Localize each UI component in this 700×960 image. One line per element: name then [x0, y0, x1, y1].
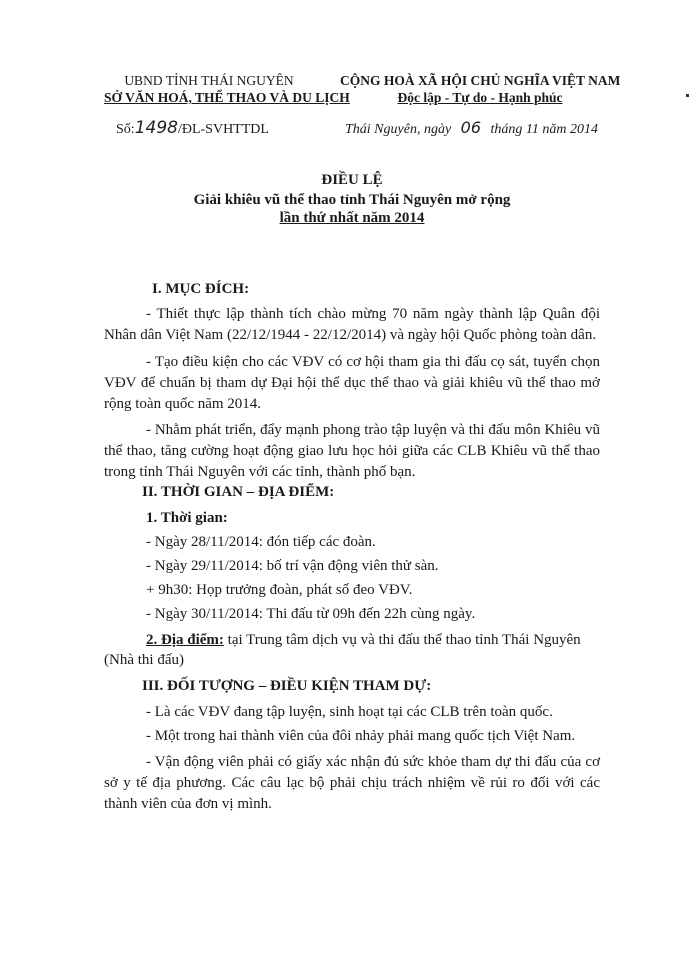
venue-line [146, 632, 581, 649]
section-2-sub-1: 1. Thời gian: [146, 510, 228, 526]
document-number [116, 118, 269, 138]
document-subtitle-1: Giải khiêu vũ thể thao tỉnh Thái Nguyên mở rộng [193, 192, 511, 208]
section-1-heading: I. MỤC ĐÍCH: [152, 281, 250, 297]
issuer-block [104, 72, 350, 106]
section-1-para-2 [104, 352, 600, 415]
issuer-department: SỞ VĂN HOÁ, THỂ THAO VÀ DU LỊCH [104, 90, 350, 105]
venue-line-2: (Nhà thi đấu) [104, 652, 184, 668]
date-suffix: tháng 11 năm 2014 [490, 122, 598, 137]
number-handwritten: 1498 [134, 118, 178, 138]
schedule-line-4: - Ngày 30/11/2014: Thi đấu từ 09h đến 22h cùng ngày. [146, 606, 476, 622]
section-1-para-3 [104, 420, 600, 483]
scan-dot [686, 94, 689, 97]
number-prefix: Số: [116, 122, 135, 137]
date-day: 06 [460, 118, 482, 137]
national-name: CỘNG HOÀ XÃ HỘI CHỦ NGHĨA VIỆT NAM [340, 73, 621, 88]
schedule-line-3: + 9h30: Họp trưởng đoàn, phát số đeo VĐV. [146, 582, 413, 598]
section-1-para-3-text: - Nhằm phát triển, đẩy mạnh phong trào tập luyện và thi đấu môn Khiêu vũ thể thao, tăng cường hoạt động giao lưu học hỏi giữa các CLB Khiêu vũ thể thao trong tỉnh Thái Nguyên với các tỉnh, thành phố bạn. [104, 422, 600, 480]
venue-text: tại Trung tâm dịch vụ và thi đấu thể thao tỉnh Thái Nguyên [223, 632, 581, 648]
section-1-para-1 [104, 304, 600, 346]
number-suffix: /ĐL-SVHTTDL [177, 122, 269, 137]
eligibility-para-3-text: - Vận động viên phải có giấy xác nhận đủ sức khỏe tham dự thi đấu của cơ sở y tế địa phương. Các câu lạc bộ phải chịu trách nhiệm về rủi ro đối với các thành viên của đơn vị mình. [104, 754, 600, 812]
document-subtitle-2-text: lần thứ nhất năm 2014 [279, 210, 425, 226]
section-1-para-2-text: - Tạo điều kiện cho các VĐV có cơ hội tham gia thi đấu cọ sát, tuyển chọn VĐV để chuẩn bị tham dự Đại hội thể dục thể thao và giải khiêu vũ thể thao mở rộng toàn quốc năm 2014. [104, 354, 600, 412]
schedule-line-1: - Ngày 28/11/2014: đón tiếp các đoàn. [146, 534, 376, 550]
national-motto-block [340, 72, 620, 106]
eligibility-para-3 [104, 752, 600, 815]
issuer-province: UBND TỈNH THÁI NGUYÊN [124, 73, 294, 88]
document-title: ĐIỀU LỆ [321, 172, 383, 188]
date-prefix: Thái Nguyên, ngày [345, 122, 452, 137]
section-3-heading: III. ĐỐI TƯỢNG – ĐIỀU KIỆN THAM DỰ: [142, 678, 432, 694]
national-motto: Độc lập - Tự do - Hạnh phúc [397, 90, 563, 105]
schedule-line-2: - Ngày 29/11/2014: bố trí vận động viên thử sàn. [146, 558, 439, 574]
section-1-para-1-text: - Thiết thực lập thành tích chào mừng 70 năm ngày thành lập Quân đội Nhân dân Việt Nam (22/12/1944 - 22/12/2014) và ngày hội Quốc phòng toàn dân. [104, 306, 600, 343]
document-date [345, 118, 598, 138]
eligibility-line-1: - Là các VĐV đang tập luyện, sinh hoạt tại các CLB trên toàn quốc. [146, 704, 553, 720]
document-subtitle-2 [104, 210, 600, 227]
eligibility-line-2: - Một trong hai thành viên của đôi nhảy phải mang quốc tịch Việt Nam. [146, 728, 576, 744]
section-2-heading: II. THỜI GIAN – ĐỊA ĐIỂM: [142, 484, 335, 500]
section-2-sub-2-text: 2. Địa điểm: [146, 632, 224, 648]
section-2-sub-2 [146, 632, 224, 648]
